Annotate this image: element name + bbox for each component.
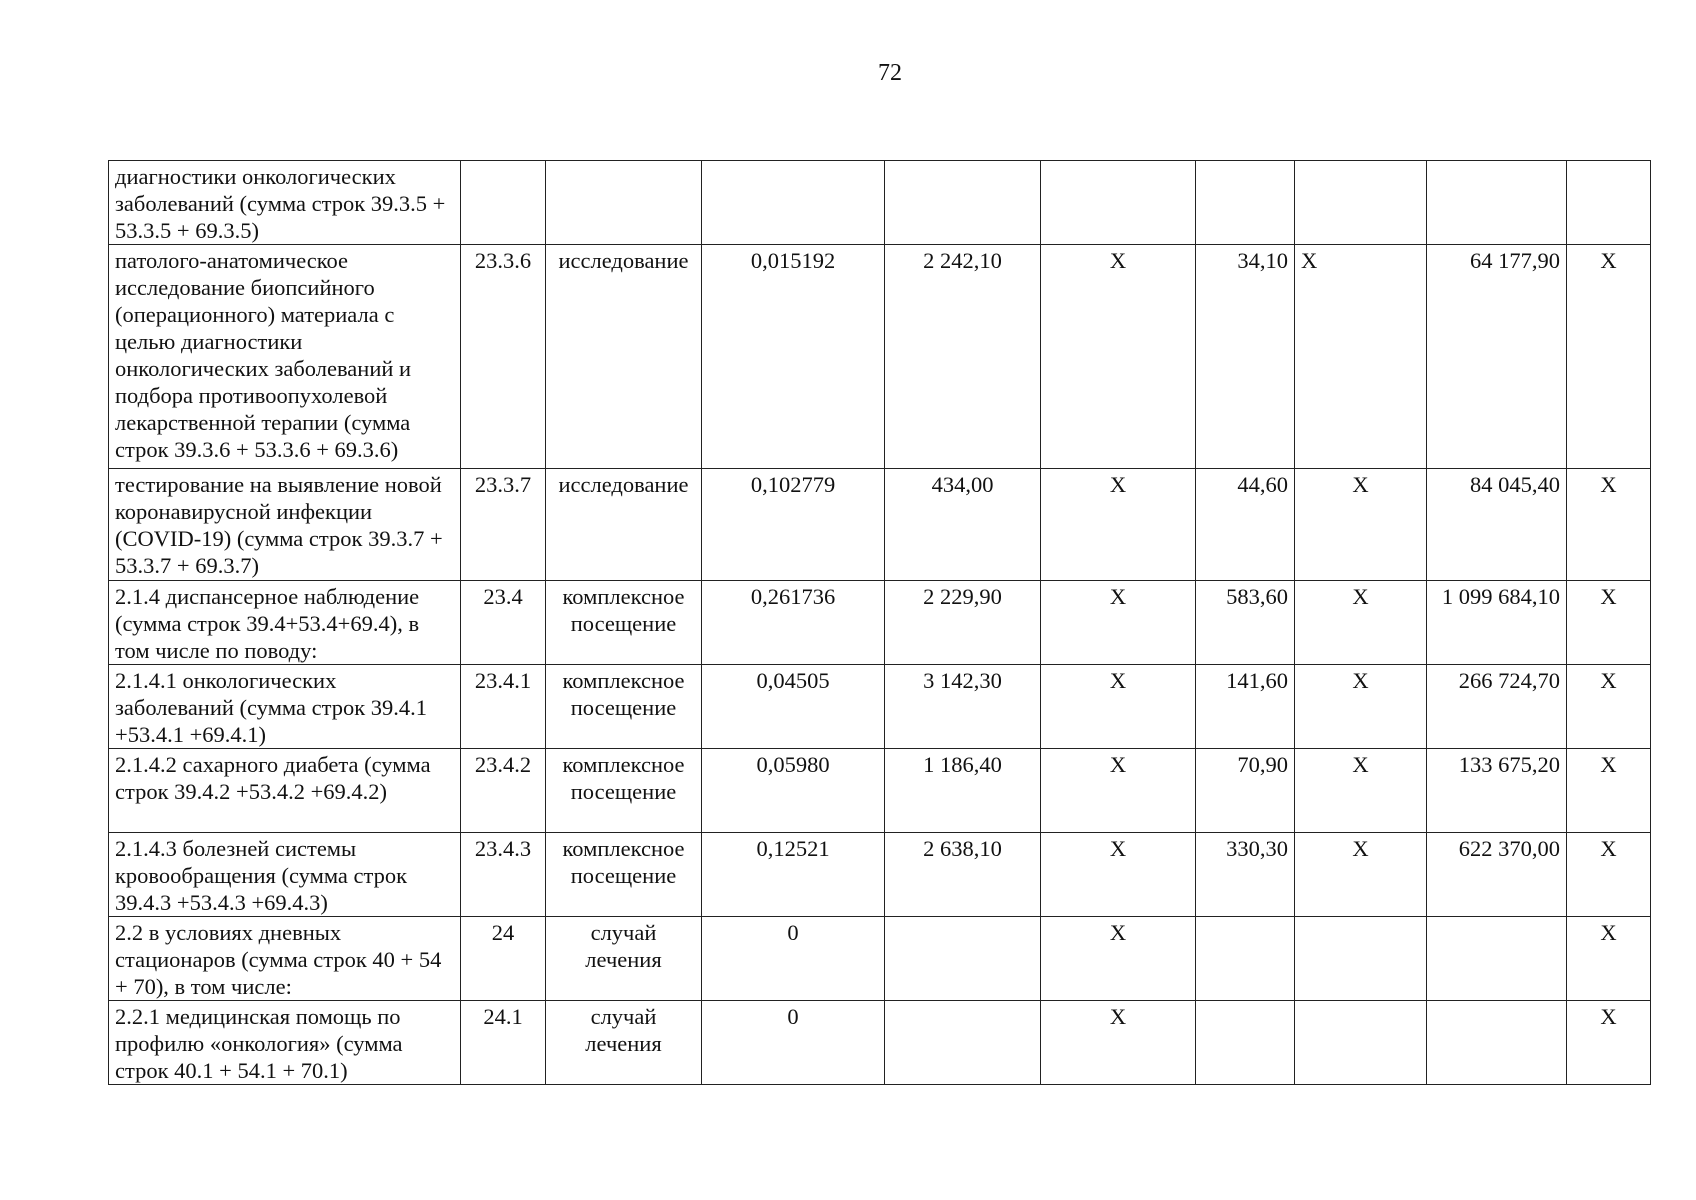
row-value-cell: X [1567,245,1651,469]
row-value-cell: 44,60 [1196,469,1295,581]
row-value-cell: X [1041,917,1196,1001]
table-row [109,1001,1651,1085]
row-unit-cell: исследование [546,469,702,581]
row-name-cell: 2.1.4.1 онкологических заболеваний (сумма строк 39.4.1 +53.4.1 +69.4.1) [109,665,461,749]
row-value-cell: 1 186,40 [885,749,1041,833]
row-name-cell: 2.1.4.3 болезней системы кровообращения (сумма строк 39.4.3 +53.4.3 +69.4.3) [109,833,461,917]
table-row [109,245,1651,469]
row-value-cell: 133 675,20 [1427,749,1567,833]
row-unit-cell: комплексное посещение [546,833,702,917]
row-name-cell: 2.1.4 диспансерное наблюдение (сумма строк 39.4+53.4+69.4), в том числе по поводу: [109,581,461,665]
table-row [109,665,1651,749]
row-value-cell [1567,161,1651,245]
row-unit-cell: случай лечения [546,917,702,1001]
row-code-cell: 23.4 [461,581,546,665]
row-value-cell [1196,1001,1295,1085]
row-value-cell [1196,917,1295,1001]
row-value-cell: X [1567,749,1651,833]
table-row [109,469,1651,581]
row-value-cell: 1 099 684,10 [1427,581,1567,665]
row-value-cell: 434,00 [885,469,1041,581]
row-value-cell: X [1295,665,1427,749]
row-value-cell: X [1041,833,1196,917]
row-code-cell: 24 [461,917,546,1001]
table-row [109,917,1651,1001]
row-unit-cell: случай лечения [546,1001,702,1085]
row-value-cell: 330,30 [1196,833,1295,917]
row-code-cell: 24.1 [461,1001,546,1085]
row-value-cell: 0 [702,917,885,1001]
row-value-cell: X [1567,1001,1651,1085]
row-value-cell: 84 045,40 [1427,469,1567,581]
row-code-cell: 23.3.6 [461,245,546,469]
row-value-cell: 0,12521 [702,833,885,917]
row-unit-cell: комплексное посещение [546,581,702,665]
row-value-cell [702,161,885,245]
row-unit-cell: исследование [546,245,702,469]
row-value-cell [1196,161,1295,245]
row-value-cell: X [1567,581,1651,665]
row-code-cell: 23.4.1 [461,665,546,749]
row-value-cell: X [1295,245,1427,469]
row-value-cell: 70,90 [1196,749,1295,833]
row-code-cell: 23.3.7 [461,469,546,581]
row-value-cell [1295,161,1427,245]
row-name-cell: диагностики онкологических заболеваний (сумма строк 39.3.5 + 53.3.5 + 69.3.5) [109,161,461,245]
row-value-cell: 0,05980 [702,749,885,833]
row-value-cell: X [1295,749,1427,833]
row-value-cell [1295,1001,1427,1085]
page-number: 72 [878,60,902,86]
row-value-cell: X [1041,469,1196,581]
row-value-cell: 141,60 [1196,665,1295,749]
row-value-cell: 266 724,70 [1427,665,1567,749]
row-unit-cell: комплексное посещение [546,665,702,749]
row-value-cell [1427,161,1567,245]
table-row [109,581,1651,665]
row-value-cell: 2 229,90 [885,581,1041,665]
row-name-cell: патолого-анатомическое исследование биопсийного (операционного) материала с целью диагностики онкологических заболеваний и подбора противоопухолевой лекарственной терапии (сумма строк 39.3.6 + 53.3.6 + 69.3.6) [109,245,461,469]
row-code-cell [461,161,546,245]
row-value-cell: X [1295,581,1427,665]
row-value-cell: X [1567,833,1651,917]
row-value-cell: X [1041,245,1196,469]
row-value-cell: 583,60 [1196,581,1295,665]
row-value-cell: X [1295,469,1427,581]
row-value-cell: 0,102779 [702,469,885,581]
row-value-cell: X [1295,833,1427,917]
row-value-cell [1295,917,1427,1001]
row-value-cell [885,161,1041,245]
row-value-cell: X [1567,469,1651,581]
row-unit-cell: комплексное посещение [546,749,702,833]
table-row [109,161,1651,245]
row-unit-cell [546,161,702,245]
table-row [109,749,1651,833]
row-value-cell: X [1567,665,1651,749]
row-name-cell: 2.2.1 медицинская помощь по профилю «онкология» (сумма строк 40.1 + 54.1 + 70.1) [109,1001,461,1085]
row-value-cell: X [1567,917,1651,1001]
row-name-cell: 2.1.4.2 сахарного диабета (сумма строк 39.4.2 +53.4.2 +69.4.2) [109,749,461,833]
row-value-cell [1427,917,1567,1001]
row-value-cell [885,1001,1041,1085]
row-value-cell: 0,04505 [702,665,885,749]
table-row [109,833,1651,917]
row-code-cell: 23.4.3 [461,833,546,917]
row-value-cell: 64 177,90 [1427,245,1567,469]
row-value-cell: X [1041,665,1196,749]
row-name-cell: 2.2 в условиях дневных стационаров (сумма строк 40 + 54 + 70), в том числе: [109,917,461,1001]
row-value-cell: X [1041,1001,1196,1085]
row-value-cell [1427,1001,1567,1085]
row-value-cell [885,917,1041,1001]
row-value-cell: X [1041,749,1196,833]
row-value-cell: 0 [702,1001,885,1085]
row-value-cell: X [1041,581,1196,665]
row-value-cell: 0,015192 [702,245,885,469]
row-value-cell: 622 370,00 [1427,833,1567,917]
row-value-cell: 0,261736 [702,581,885,665]
row-value-cell: 3 142,30 [885,665,1041,749]
data-table [108,160,1651,1085]
row-value-cell: 34,10 [1196,245,1295,469]
row-value-cell: 2 242,10 [885,245,1041,469]
row-code-cell: 23.4.2 [461,749,546,833]
row-value-cell: 2 638,10 [885,833,1041,917]
row-value-cell [1041,161,1196,245]
row-name-cell: тестирование на выявление новой коронавирусной инфекции (COVID-19) (сумма строк 39.3.7 + 53.3.7 + 69.3.7) [109,469,461,581]
